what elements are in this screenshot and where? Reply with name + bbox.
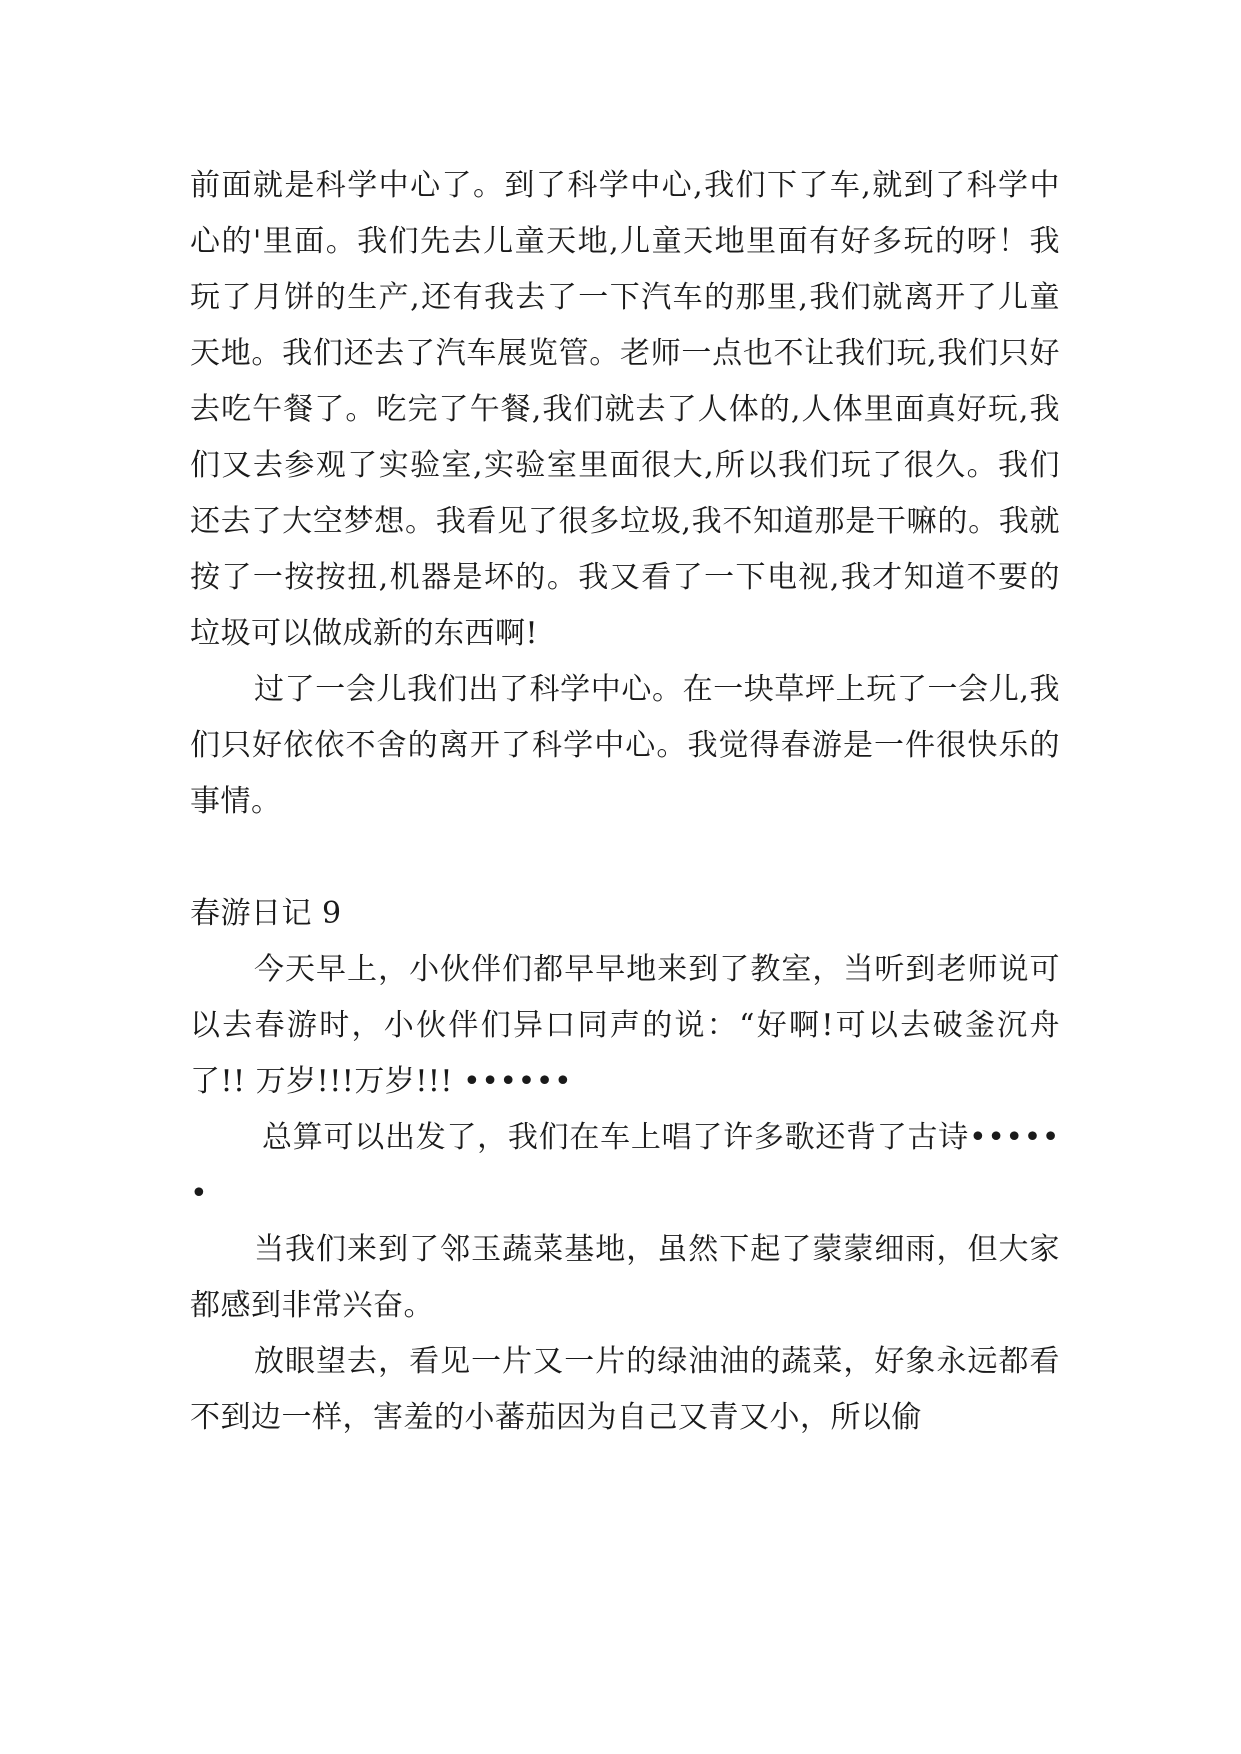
paragraph-science-center: 前面就是科学中心了。到了科学中心,我们下了车,就到了科学中心的'里面。我们先去儿童天地,儿童天地里面有好多玩的呀！我玩了月饼的生产,还有我去了一下汽车的那里,我们就离开了儿童天地。我们还去了汽车展览管。老师一点也不让我们玩,我们只好去吃午餐了。吃完了午餐,我们就去了人体的,人体里面真好玩,我们又去参观了实验室,实验室里面很大,所以我们玩了很久。我们还去了大空梦想。我看见了很多垃圾,我不知道那是干嘛的。我就按了一按按扭,机器是坏的。我又看了一下电视,我才知道不要的垃圾可以做成新的东西啊!	[190, 168, 1060, 651]
paragraph-departure: 总算可以出发了，我们在车上唱了许多歌还背了古诗••••••	[190, 1120, 1060, 1211]
document-body	[190, 158, 1060, 1446]
paragraph-morning: 今天早上，小伙伴们都早早地来到了教室，当听到老师说可以去春游时，小伙伴们异口同声的说：“好啊!可以去破釜沉舟了!! 万岁!!!万岁!!! ••••••	[190, 952, 1060, 1099]
paragraph-leaving-science-center: 过了一会儿我们出了科学中心。在一块草坪上玩了一会儿,我们只好依依不舍的离开了科学中心。我觉得春游是一件很快乐的事情。	[190, 672, 1060, 819]
paragraph-vegetable-base: 当我们来到了邻玉蔬菜基地，虽然下起了蒙蒙细雨，但大家都感到非常兴奋。	[190, 1232, 1060, 1323]
paragraph-view: 放眼望去，看见一片又一片的绿油油的蔬菜，好象永远都看不到边一样，害羞的小蕃茄因为自己又青又小，所以偷	[190, 1344, 1060, 1435]
section-title: 春游日记 9	[190, 896, 342, 931]
